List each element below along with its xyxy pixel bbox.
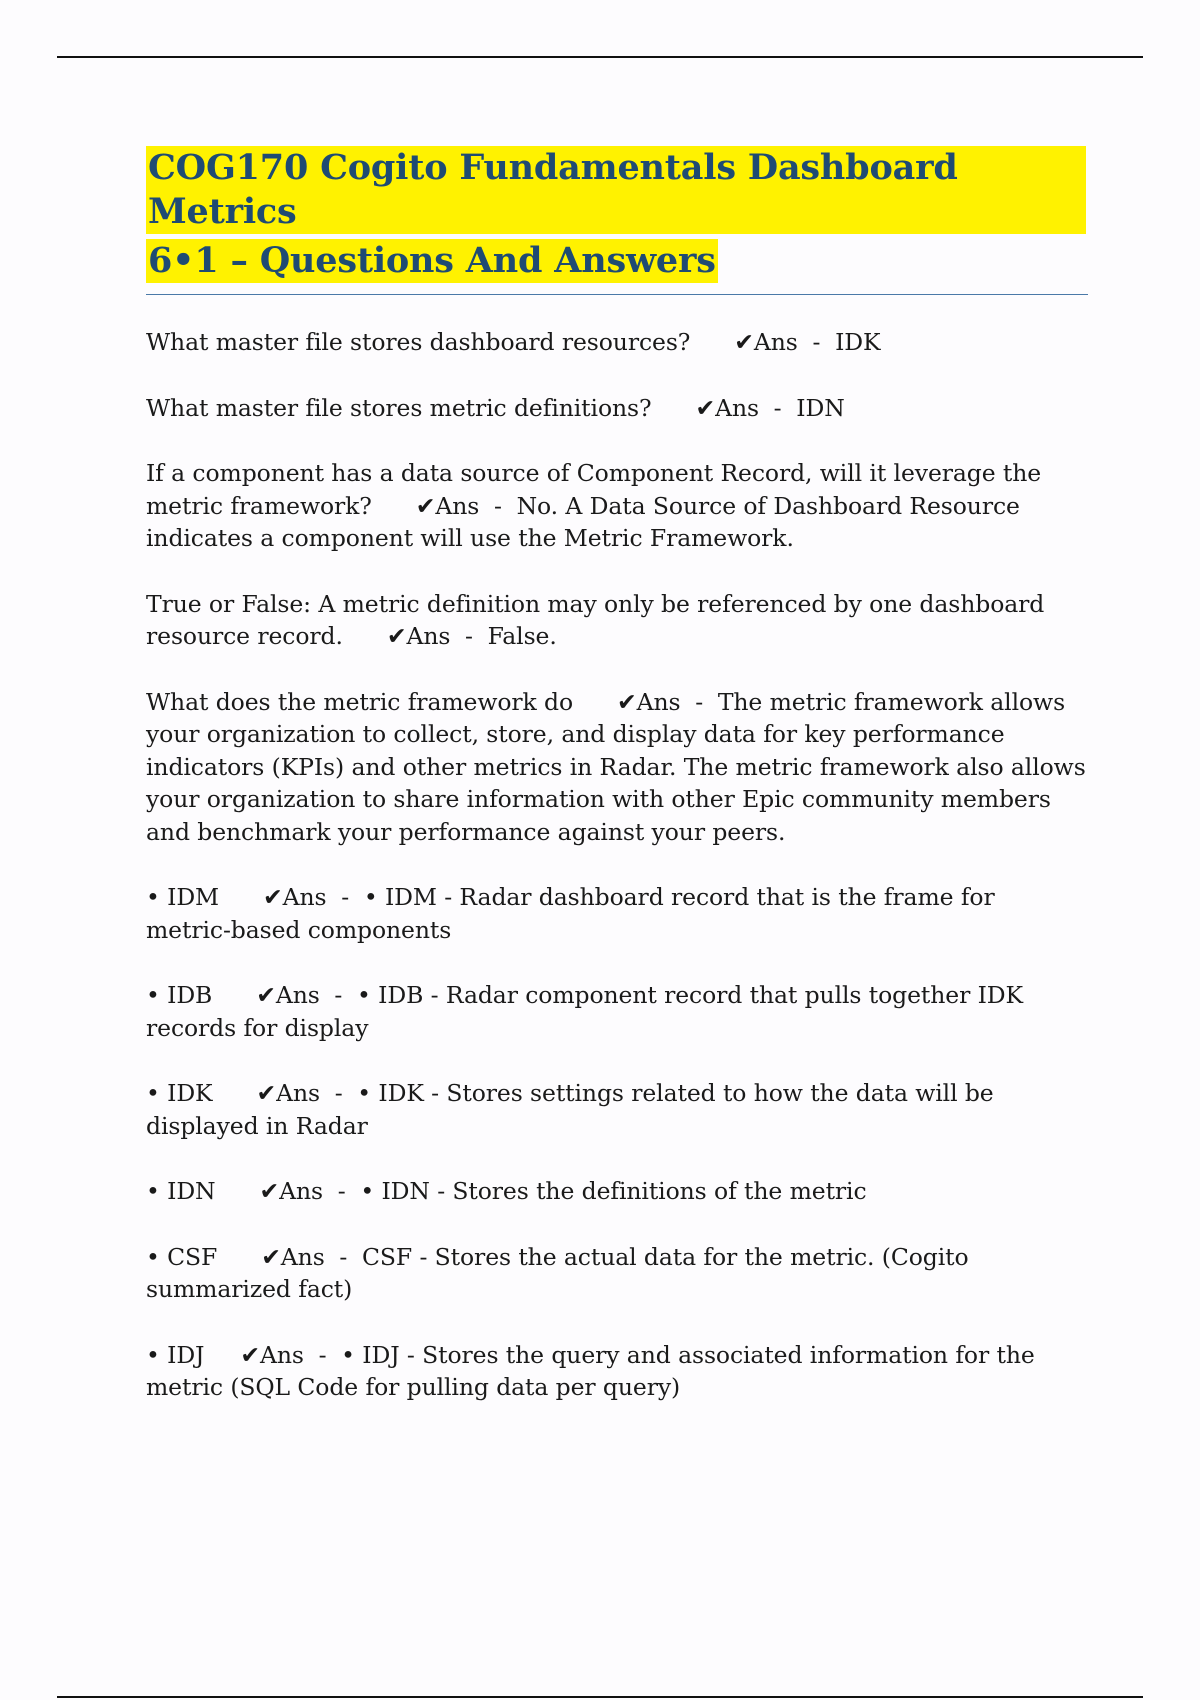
answer: IDK bbox=[835, 328, 881, 356]
qa-item bbox=[146, 1339, 1086, 1404]
header-rule bbox=[57, 56, 1143, 58]
qa-item bbox=[146, 686, 1086, 849]
answer: CSF - Stores the actual data for the metric. (Cogito summarized fact) bbox=[146, 1242, 969, 1303]
answer: • IDM - Radar dashboard record that is the frame for metric-based components bbox=[146, 883, 995, 944]
answer: The metric framework allows your organization to collect, store, and display data for key performance indicators (KPIs) and other metrics in Radar. The metric framework also allows your organization to share information with other Epic community members and benchmark your performance against your peers. bbox=[146, 687, 1086, 846]
answer-prefix: ✔Ans - bbox=[415, 491, 517, 520]
question: If a component has a data source of Component Record, will it leverage the metric framework? bbox=[146, 459, 1042, 520]
question: • IDN bbox=[146, 1177, 216, 1205]
answer: No. A Data Source of Dashboard Resource indicates a component will use the Metric Framework. bbox=[146, 491, 1020, 552]
qa-item bbox=[146, 457, 1086, 555]
qa-item bbox=[146, 979, 1086, 1044]
answer-prefix: ✔Ans - bbox=[263, 883, 364, 911]
answer-prefix: ✔Ans - bbox=[261, 1242, 362, 1271]
qa-item bbox=[146, 326, 1086, 359]
answer-prefix: ✔Ans - bbox=[256, 1079, 358, 1107]
qa-item bbox=[146, 392, 1086, 425]
answer: • IDK - Stores settings related to how the data will be displayed in Radar bbox=[146, 1079, 994, 1140]
question: What master file stores metric definitions? bbox=[146, 393, 652, 422]
question: True or False: A metric definition may only be referenced by one dashboard resource record. bbox=[146, 589, 1045, 650]
answer-prefix: ✔Ans - bbox=[259, 1177, 361, 1205]
qa-list bbox=[146, 326, 1086, 1404]
qa-item bbox=[146, 1175, 1086, 1208]
answer-prefix: ✔Ans - bbox=[240, 1340, 342, 1369]
answer: False. bbox=[487, 622, 557, 650]
answer: IDN bbox=[796, 393, 845, 422]
question: What does the metric framework do bbox=[146, 687, 574, 716]
answer-prefix: ✔Ans - bbox=[617, 687, 718, 716]
title-line-1: COG170 Cogito Fundamentals Dashboard Metrics bbox=[146, 146, 1086, 234]
title-line-2: 6•1 – Questions And Answers bbox=[148, 240, 716, 281]
qa-item bbox=[146, 1241, 1086, 1306]
footer-rule bbox=[57, 1696, 1143, 1698]
answer-prefix: ✔Ans - bbox=[386, 622, 488, 650]
document-body bbox=[146, 146, 1086, 1437]
answer-prefix: ✔Ans - bbox=[256, 981, 358, 1009]
question: • IDJ bbox=[146, 1340, 205, 1369]
qa-item bbox=[146, 881, 1086, 946]
answer-prefix: ✔Ans - bbox=[734, 328, 836, 356]
question: What master file stores dashboard resources? bbox=[146, 328, 691, 356]
document-title bbox=[146, 146, 1086, 286]
question: • IDM bbox=[146, 883, 220, 911]
answer: • IDN - Stores the definitions of the metric bbox=[360, 1177, 867, 1205]
answer: • IDB - Radar component record that pulls together IDK records for display bbox=[146, 981, 1023, 1042]
question: • CSF bbox=[146, 1242, 218, 1271]
title-underline bbox=[146, 294, 1088, 295]
question: • IDK bbox=[146, 1079, 213, 1107]
answer: • IDJ - Stores the query and associated information for the metric (SQL Code for pulling data per query) bbox=[146, 1340, 1035, 1401]
answer-prefix: ✔Ans - bbox=[695, 393, 797, 422]
qa-item bbox=[146, 1077, 1086, 1142]
qa-item bbox=[146, 588, 1086, 653]
question: • IDB bbox=[146, 981, 213, 1009]
